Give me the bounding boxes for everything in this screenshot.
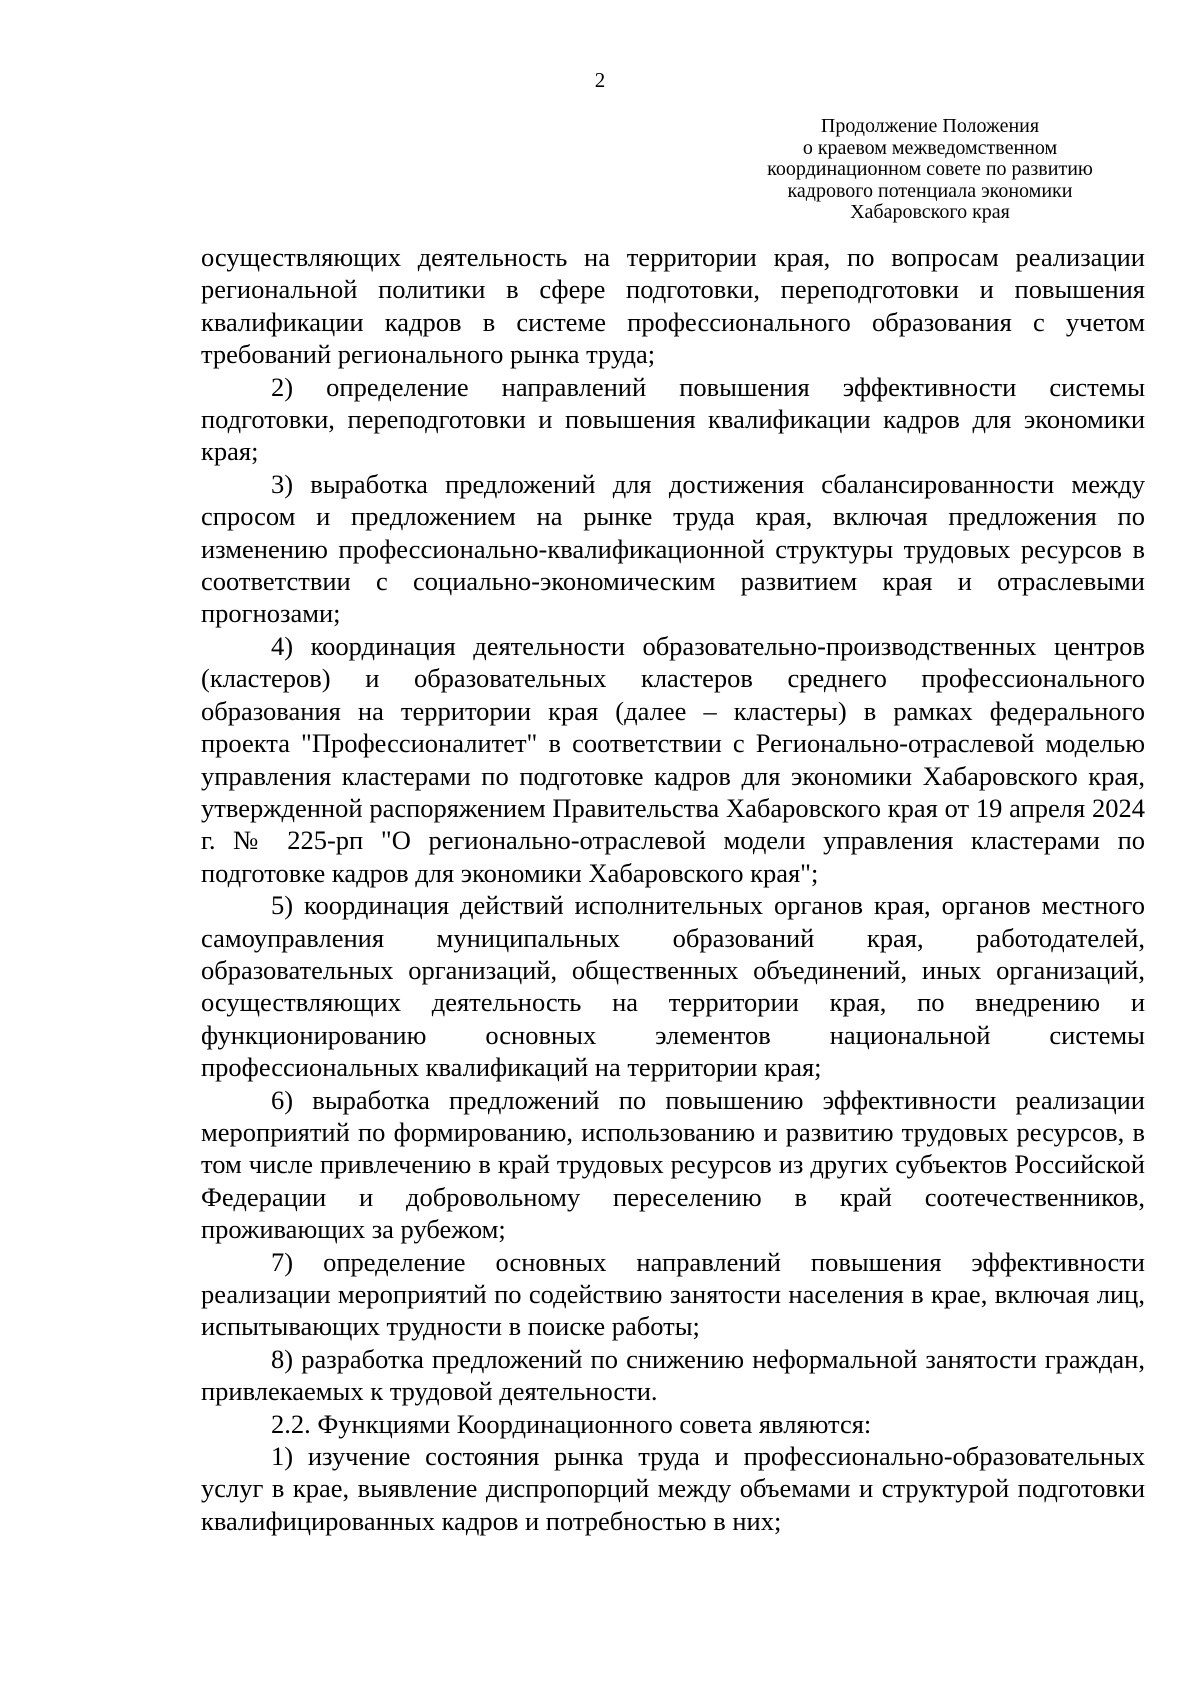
paragraph-item-4: 4) координация деятельности образовательно-производственных центров (кластеров) и образовательных кластеров среднего профессионального образования на территории края (далее – кластеры) в рамках федерального проекта "Профессионалитет" в соответствии с Регионально-отраслевой моделью управления кластерами по подготовке кадров для экономики Хабаровского края, утвержденной распоряжением Правительства Хабаровского края от 19 апреля 2024 г. № 225-рп "О регионально-отраслевой модели управления кластерами по подготовке кадров для экономики Хабаровского края"; bbox=[201, 630, 1145, 888]
paragraph-item-8: 8) разработка предложений по снижению неформальной занятости граждан, привлекаемых к трудовой деятельности. bbox=[201, 1343, 1145, 1407]
paragraph-continuation: осуществляющих деятельность на территории края, по вопросам реализации региональной политики в сфере подготовки, переподготовки и повышения квалификации кадров в системе профессионального образования с учетом требований регионального рынка труда; bbox=[201, 242, 1145, 370]
header-line: координационном совете по развитию bbox=[767, 158, 1093, 180]
paragraph-item-3: 3) выработка предложений для достижения сбалансированности между спросом и предложением на рынке труда края, включая предложения по изменению профессионально-квалификационной структуры трудовых ресурсов в соответствии с социально-экономическим развитием края и отраслевыми прогнозами; bbox=[201, 468, 1145, 629]
paragraph-item-7: 7) определение основных направлений повышения эффективности реализации мероприятий по содействию занятости населения в крае, включая лиц, испытывающих трудности в поиске работы; bbox=[201, 1246, 1145, 1342]
document-body bbox=[201, 241, 1145, 1537]
paragraph-item-5: 5) координация действий исполнительных органов края, органов местного самоуправления муниципальных образований края, работодателей, образовательных организаций, общественных объединений, иных организаций, осуществляющих деятельность на территории края, по внедрению и функционированию основных элементов национальной системы профессиональных квалификаций на территории края; bbox=[201, 890, 1145, 1083]
paragraph-function-1: 1) изучение состояния рынка труда и профессионально-образовательных услуг в крае, выявление диспропорций между объемами и структурой подготовки квалифицированных кадров и потребностью в них; bbox=[201, 1441, 1145, 1536]
paragraph-item-6: 6) выработка предложений по повышению эффективности реализации мероприятий по формированию, использованию и развитию трудовых ресурсов, в том числе привлечению в край трудовых ресурсов из других субъектов Российской Федерации и добровольному переселению в край соотечественников, проживающих за рубежом; bbox=[201, 1084, 1145, 1245]
header-line: Продолжение Положения bbox=[820, 115, 1040, 137]
header-line: кадрового потенциала экономики bbox=[787, 179, 1073, 202]
header-line: о краевом межведомственном bbox=[802, 136, 1058, 159]
page-number: 2 bbox=[594, 68, 606, 92]
header-line: Хабаровского края bbox=[850, 201, 1010, 223]
section-heading-2-2: 2.2. Функциями Координационного совета являются: bbox=[271, 1408, 872, 1439]
paragraph-item-2: 2) определение направлений повышения эффективности системы подготовки, переподготовки и повышения квалификации кадров для экономики края; bbox=[201, 371, 1145, 467]
document-header bbox=[730, 116, 1130, 224]
